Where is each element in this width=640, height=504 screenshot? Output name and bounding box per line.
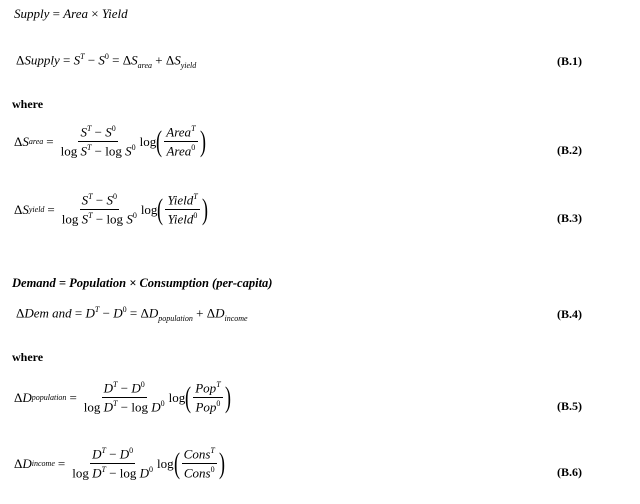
- subscript-yield: yield: [180, 60, 197, 70]
- right-paren: ): [218, 446, 225, 480]
- delta-symbol: Δ: [14, 201, 23, 217]
- equals-sign: =: [112, 52, 120, 68]
- left-paren: (: [156, 124, 163, 158]
- delta-symbol: Δ: [14, 389, 23, 405]
- supply-definition: [14, 6, 128, 22]
- superscript-t: T: [113, 399, 118, 409]
- fraction: [82, 380, 167, 416]
- s-symbol: S: [73, 52, 81, 68]
- subscript-population: population: [158, 313, 193, 323]
- superscript-t: T: [88, 211, 93, 221]
- minus-sign: −: [109, 465, 117, 481]
- subscript-income: income: [31, 459, 55, 469]
- superscript-zero: 0: [216, 399, 221, 409]
- superscript-t: T: [94, 305, 100, 314]
- superscript-zero: 0: [112, 192, 117, 201]
- equation-b4: [16, 305, 248, 323]
- subscript-population: population: [31, 393, 67, 403]
- log-operator: log: [60, 143, 78, 159]
- cons-symbol: Cons: [183, 465, 211, 481]
- log-operator: log: [83, 399, 101, 415]
- s-symbol: S: [81, 192, 89, 208]
- equals-sign: =: [57, 455, 66, 471]
- equals-sign: =: [47, 201, 55, 217]
- times-sign: ×: [91, 6, 99, 21]
- superscript-zero: 0: [132, 211, 137, 221]
- superscript-t: T: [193, 192, 198, 201]
- superscript-t: T: [86, 143, 92, 153]
- superscript-zero: 0: [140, 380, 145, 389]
- log-operator: log: [105, 143, 122, 159]
- minus-sign: −: [95, 211, 104, 227]
- d-symbol: D: [139, 465, 150, 481]
- superscript-zero: 0: [131, 143, 136, 153]
- pop-symbol: Pop: [195, 380, 217, 396]
- d-symbol: D: [119, 446, 130, 462]
- subscript-area: area: [28, 137, 44, 147]
- log-operator: log: [157, 455, 174, 471]
- superscript-zero: 0: [191, 143, 196, 153]
- d-symbol: D: [148, 305, 159, 321]
- equation-b6: [14, 446, 225, 482]
- demand-symbol: Dem and: [24, 305, 72, 321]
- right-paren: ): [199, 124, 206, 158]
- superscript-t: T: [86, 124, 92, 133]
- log-operator: log: [168, 389, 186, 405]
- s-symbol: S: [22, 133, 29, 149]
- ratio-fraction: [164, 124, 197, 160]
- d-symbol: D: [103, 399, 114, 415]
- d-symbol: D: [85, 305, 95, 321]
- left-paren: (: [173, 446, 180, 480]
- delta-symbol: Δ: [14, 455, 23, 471]
- superscript-zero: 0: [193, 211, 198, 221]
- ratio-fraction: [165, 192, 199, 228]
- d-symbol: D: [113, 305, 123, 321]
- log-operator: log: [139, 133, 157, 149]
- minus-sign: −: [109, 446, 117, 462]
- delta-symbol: Δ: [165, 52, 175, 68]
- equals-sign: =: [63, 52, 71, 68]
- area-symbol: Area: [166, 143, 192, 159]
- minus-sign: −: [120, 380, 129, 396]
- equation-number-b3: (B.3): [557, 211, 582, 225]
- fraction: [59, 124, 138, 160]
- fraction: [60, 192, 139, 228]
- subscript-area: area: [137, 60, 152, 70]
- equals-sign: =: [69, 389, 77, 405]
- d-symbol: D: [215, 305, 225, 321]
- right-paren: ): [201, 192, 208, 226]
- delta-symbol: Δ: [16, 305, 25, 321]
- yield-term: Yield: [101, 6, 128, 21]
- ratio-fraction: [182, 446, 217, 482]
- demand-definition: Demand = Population × Consumption (per-capita): [12, 276, 273, 290]
- equals-sign: =: [52, 6, 60, 21]
- s-symbol: S: [106, 192, 113, 208]
- superscript-t: T: [88, 192, 93, 201]
- s-symbol: S: [22, 201, 29, 217]
- subscript-yield: yield: [28, 205, 45, 215]
- delta-symbol: Δ: [16, 52, 25, 68]
- supply-term: Supply: [14, 6, 50, 21]
- delta-symbol: Δ: [122, 52, 132, 68]
- equation-b5: [14, 380, 231, 416]
- minus-sign: −: [95, 192, 104, 208]
- d-symbol: D: [22, 455, 32, 471]
- left-paren: (: [185, 380, 192, 414]
- d-symbol: D: [92, 465, 102, 481]
- d-symbol: D: [22, 389, 32, 405]
- superscript-zero: 0: [122, 305, 127, 314]
- s-symbol: S: [125, 143, 132, 159]
- plus-sign: +: [155, 52, 163, 68]
- log-operator: log: [106, 211, 124, 227]
- equation-number-b2: (B.2): [557, 143, 582, 157]
- superscript-t: T: [113, 380, 118, 389]
- s-symbol: S: [80, 143, 87, 159]
- superscript-zero: 0: [104, 52, 109, 61]
- minus-sign: −: [87, 52, 96, 68]
- area-term: Area: [63, 6, 89, 21]
- d-symbol: D: [131, 380, 141, 396]
- superscript-t: T: [216, 380, 221, 389]
- subscript-income: income: [224, 313, 248, 323]
- superscript-zero: 0: [111, 124, 116, 133]
- s-symbol: S: [126, 211, 133, 227]
- log-operator: log: [61, 211, 79, 227]
- equals-sign: =: [46, 133, 54, 149]
- where-label: where: [12, 97, 44, 111]
- equation-number-b1: (B.1): [557, 54, 582, 68]
- equation-b1: [16, 52, 196, 70]
- plus-sign: +: [196, 305, 204, 321]
- equation-number-b5: (B.5): [557, 399, 582, 413]
- log-operator: log: [131, 399, 148, 415]
- superscript-t: T: [191, 124, 196, 133]
- superscript-zero: 0: [160, 399, 165, 409]
- superscript-t: T: [101, 465, 106, 475]
- pop-symbol: Pop: [195, 399, 217, 415]
- log-operator: log: [140, 201, 158, 217]
- equals-sign: =: [129, 305, 138, 321]
- superscript-t: T: [210, 446, 215, 455]
- superscript-zero: 0: [210, 465, 215, 475]
- equation-b2: [14, 124, 206, 160]
- right-paren: ): [224, 380, 231, 414]
- delta-symbol: Δ: [14, 133, 23, 149]
- s-symbol: S: [98, 52, 105, 68]
- s-symbol: S: [105, 124, 112, 140]
- superscript-t: T: [101, 446, 106, 455]
- superscript-zero: 0: [129, 446, 134, 455]
- minus-sign: −: [120, 399, 129, 415]
- minus-sign: −: [94, 143, 103, 159]
- log-operator: log: [119, 465, 137, 481]
- ratio-fraction: [193, 380, 222, 416]
- minus-sign: −: [94, 124, 103, 140]
- s-symbol: S: [174, 52, 181, 68]
- left-paren: (: [157, 192, 164, 226]
- cons-symbol: Cons: [183, 446, 211, 462]
- superscript-zero: 0: [149, 465, 154, 475]
- equals-sign: =: [74, 305, 83, 321]
- supply-symbol: Supply: [24, 52, 60, 68]
- delta-symbol: Δ: [206, 305, 216, 321]
- where-label: where: [12, 350, 44, 364]
- area-symbol: Area: [166, 124, 192, 140]
- s-symbol: S: [80, 124, 87, 140]
- d-symbol: D: [151, 399, 161, 415]
- fraction: [70, 446, 155, 482]
- equation-number-b6: (B.6): [557, 465, 582, 479]
- minus-sign: −: [102, 305, 110, 321]
- d-symbol: D: [103, 380, 114, 396]
- equation-number-b4: (B.4): [557, 307, 582, 321]
- delta-symbol: Δ: [140, 305, 149, 321]
- superscript-t: T: [80, 52, 85, 61]
- d-symbol: D: [92, 446, 102, 462]
- equation-b3: [14, 192, 208, 228]
- yield-symbol: Yield: [167, 192, 194, 208]
- yield-symbol: Yield: [167, 211, 194, 227]
- s-symbol: S: [81, 211, 89, 227]
- s-symbol: S: [131, 52, 138, 68]
- log-operator: log: [72, 465, 89, 481]
